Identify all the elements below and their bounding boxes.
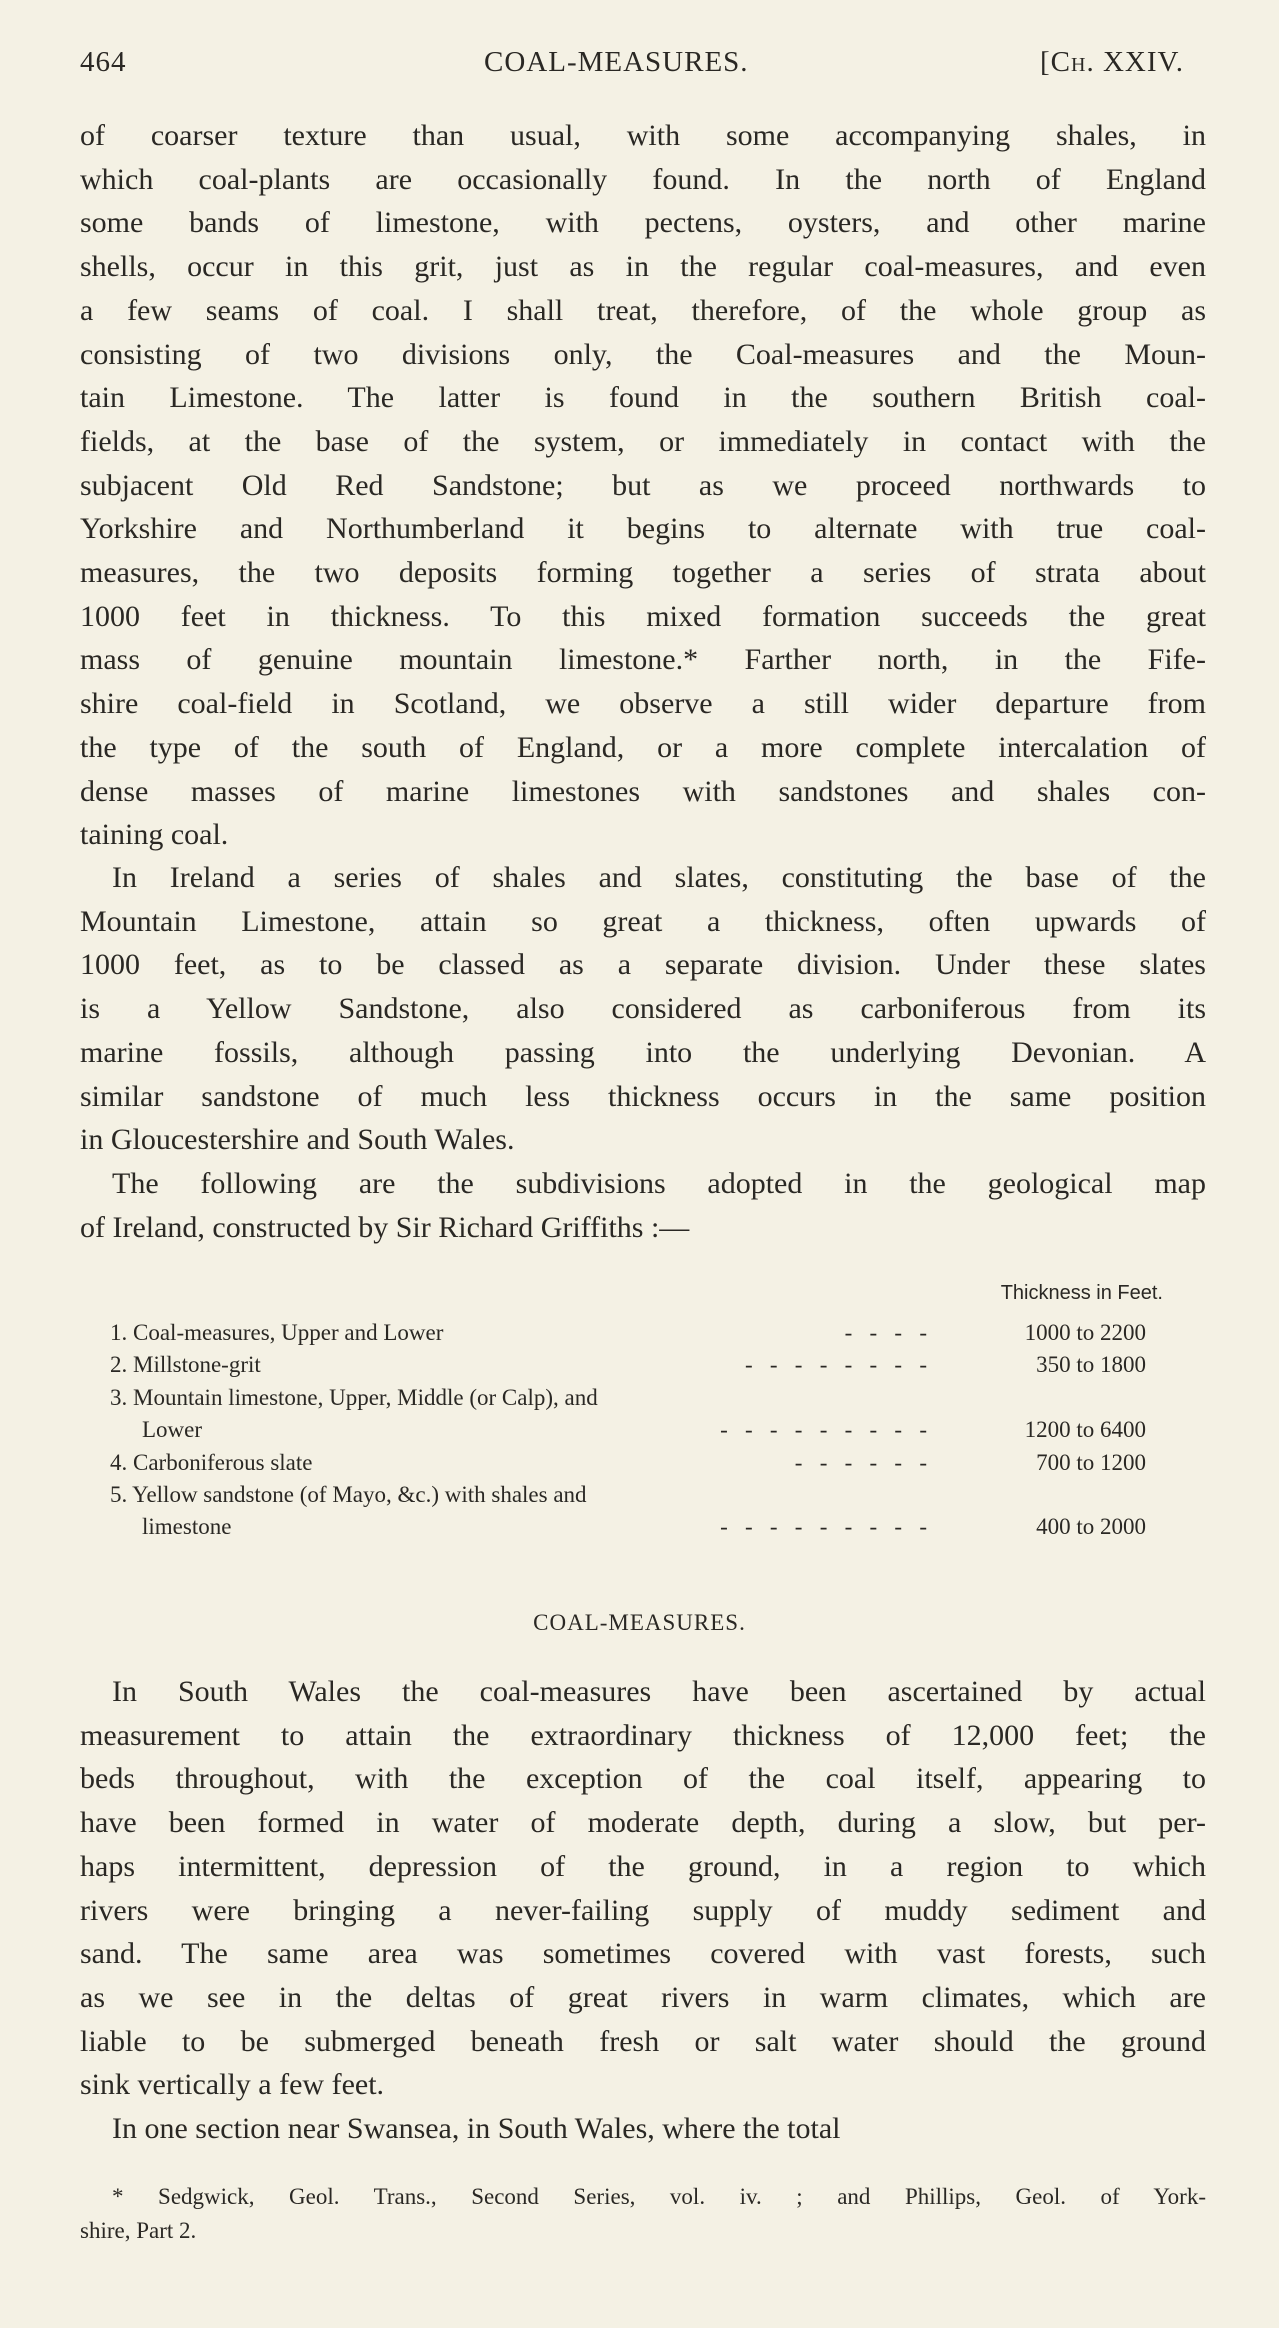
text-line: which coal-plants are occasionally found. In the north of England [80, 162, 1206, 196]
text-line: Yorkshire and Northumberland it begins to alternate with true coal- [80, 512, 1206, 546]
text-line: 1000 feet in thickness. To this mixed formation succeeds the great [80, 599, 1206, 633]
text-line: have been formed in water of moderate depth, during a slow, but per- [80, 1806, 1206, 1840]
text-line: shells, occur in this grit, just as in the regular coal-measures, and even [80, 250, 1206, 284]
text-line: sand. The same area was sometimes covered with vast forests, such [80, 1937, 1206, 1971]
text-line: sink vertically a few feet. [80, 2068, 385, 2102]
text-line: a few seams of coal. I shall treat, therefore, of the whole group as [80, 293, 1206, 327]
text-line: of coarser texture than usual, with some accompanying shales, in [80, 119, 1206, 152]
thickness-value: 400 to 2000 [1036, 1514, 1146, 1539]
text-line: In Ireland a series of shales and slates, constituting the base of the [112, 861, 1206, 894]
text-line: shire coal-field in Scotland, we observe a still wider departure from [80, 687, 1206, 721]
text-line: of Ireland, constructed by Sir Richard Griffiths :— [80, 1210, 690, 1244]
leader-dots: - - - - - - - - - [720, 1417, 927, 1442]
thickness-value: 1000 to 2200 [1024, 1320, 1146, 1345]
table-column-header: Thickness in Feet. [1000, 1282, 1163, 1304]
text-line: mass of genuine mountain limestone.* Farther north, in the Fife- [80, 643, 1206, 677]
text-line: In one section near Swansea, in South Wales, where the total [112, 2112, 841, 2145]
leader-dots: - - - - - - - - [744, 1352, 927, 1377]
text-line: as we see in the deltas of great rivers in warm climates, which are [80, 1980, 1206, 2014]
footnote-line: * Sedgwick, Geol. Trans., Second Series, vol. iv. ; and Phillips, Geol. of York- [112, 2184, 1206, 2209]
leader-dots: - - - - - - [794, 1450, 927, 1475]
row-label: 5. Yellow sandstone (of Mayo, &c.) with shales and [110, 1482, 587, 1507]
text-line: Mountain Limestone, attain so great a thickness, often upwards of [80, 904, 1206, 938]
leader-dots: - - - - [844, 1320, 927, 1345]
chapter-label: [Ch. XXIV. [1040, 46, 1184, 78]
row-label-continued: Lower [142, 1417, 203, 1442]
text-line: liable to be submerged beneath fresh or salt water should the ground [80, 2024, 1206, 2058]
footnote-line: shire, Part 2. [80, 2218, 197, 2243]
text-line: measurement to attain the extraordinary thickness of 12,000 feet; the [80, 1718, 1206, 1752]
page-number: 464 [80, 46, 127, 78]
text-line: is a Yellow Sandstone, also considered as carboniferous from its [80, 992, 1206, 1026]
running-title: COAL-MEASURES. [484, 46, 749, 78]
row-label-continued: limestone [142, 1514, 232, 1539]
text-line: dense masses of marine limestones with sandstones and shales con- [80, 774, 1206, 808]
text-line: beds throughout, with the exception of the coal itself, appearing to [80, 1762, 1206, 1796]
text-line: subjacent Old Red Sandstone; but as we proceed northwards to [80, 468, 1206, 502]
row-label: 3. Mountain limestone, Upper, Middle (or Calp), and [110, 1385, 598, 1410]
thickness-value: 350 to 1800 [1036, 1352, 1146, 1377]
row-label: 1. Coal-measures, Upper and Lower [110, 1320, 444, 1345]
text-line: some bands of limestone, with pectens, oysters, and other marine [80, 206, 1206, 240]
thickness-value: 700 to 1200 [1036, 1450, 1146, 1475]
text-line: tain Limestone. The latter is found in the southern British coal- [80, 381, 1206, 415]
row-label: 4. Carboniferous slate [110, 1450, 313, 1475]
text-line: In South Wales the coal-measures have been ascertained by actual [112, 1675, 1206, 1708]
text-line: fields, at the base of the system, or immediately in contact with the [80, 424, 1206, 458]
text-line: haps intermittent, depression of the ground, in a region to which [80, 1849, 1206, 1883]
text-line: in Gloucestershire and South Wales. [80, 1123, 515, 1157]
text-line: measures, the two deposits forming together a series of strata about [80, 556, 1206, 589]
text-line: consisting of two divisions only, the Coal-measures and the Moun- [80, 337, 1206, 371]
leader-dots: - - - - - - - - - [720, 1514, 927, 1539]
text-line: taining coal. [80, 818, 229, 852]
thickness-value: 1200 to 6400 [1024, 1417, 1146, 1442]
text-line: rivers were bringing a never-failing supply of muddy sediment and [80, 1893, 1206, 1927]
text-line: similar sandstone of much less thickness occurs in the same position [80, 1079, 1206, 1113]
text-line: the type of the south of England, or a more complete intercalation of [80, 730, 1206, 764]
row-label: 2. Millstone-grit [110, 1352, 261, 1377]
text-line: The following are the subdivisions adopted in the geological map [112, 1167, 1206, 1200]
section-heading: COAL-MEASURES. [533, 1610, 746, 1635]
text-line: marine fossils, although passing into the underlying Devonian. A [80, 1035, 1206, 1069]
text-line: 1000 feet, as to be classed as a separate division. Under these slates [80, 948, 1206, 982]
